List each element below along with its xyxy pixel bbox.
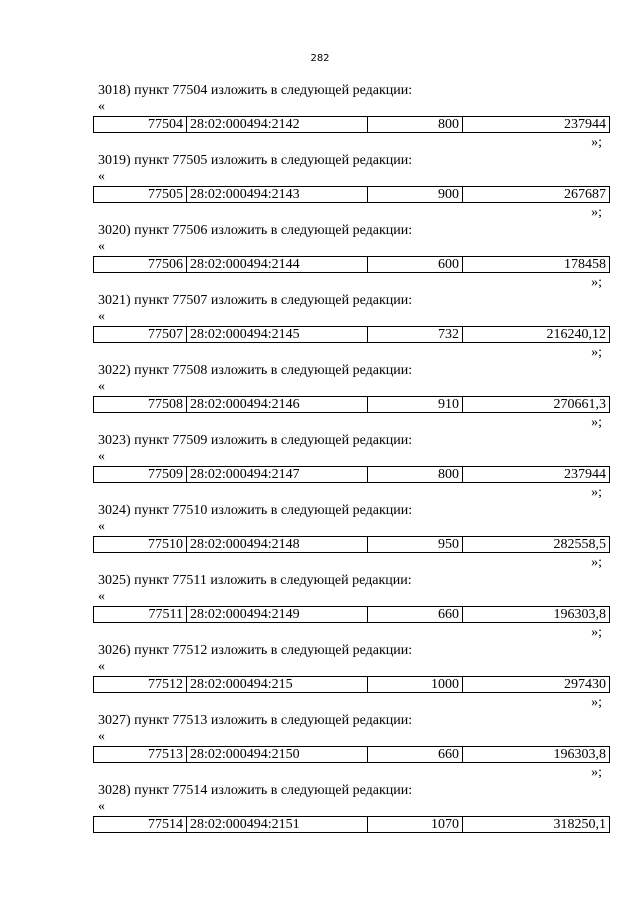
value-cell: 178458: [463, 257, 610, 273]
area-cell: 660: [368, 747, 463, 763]
value-cell: 318250,1: [463, 817, 610, 833]
value-cell: 270661,3: [463, 397, 610, 413]
value-cell: 237944: [463, 117, 610, 133]
table-row: [93, 326, 610, 343]
item-number-cell: 77504: [94, 117, 187, 133]
cadastral-number-cell: 28:02:000494:2146: [187, 397, 368, 413]
area-cell: 800: [368, 117, 463, 133]
open-quote: «: [98, 659, 105, 674]
open-quote: «: [98, 799, 105, 814]
open-quote: «: [98, 239, 105, 254]
cadastral-number-cell: 28:02:000494:2148: [187, 537, 368, 553]
amendment-heading: 3021) пункт 77507 изложить в следующей редакции:: [98, 293, 413, 308]
cadastral-number-cell: 28:02:000494:215: [187, 677, 368, 693]
close-quote: »;: [591, 345, 602, 360]
document-body: [93, 82, 611, 852]
table-row: [93, 186, 610, 203]
amendment-heading: 3018) пункт 77504 изложить в следующей редакции:: [98, 83, 413, 98]
amendment-heading: 3023) пункт 77509 изложить в следующей редакции:: [98, 433, 413, 448]
amendment-item: [93, 222, 611, 292]
open-quote: «: [98, 379, 105, 394]
close-quote: »;: [591, 485, 602, 500]
close-quote: »;: [591, 415, 602, 430]
amendment-heading: 3027) пункт 77513 изложить в следующей редакции:: [98, 713, 413, 728]
close-quote: »;: [591, 205, 602, 220]
table-row: [93, 606, 610, 623]
value-cell: 237944: [463, 467, 610, 483]
amendment-item: [93, 782, 611, 852]
area-cell: 950: [368, 537, 463, 553]
open-quote: «: [98, 309, 105, 324]
table-row: [93, 746, 610, 763]
amendment-heading: 3019) пункт 77505 изложить в следующей редакции:: [98, 153, 413, 168]
value-cell: 196303,8: [463, 607, 610, 623]
table-row: [93, 256, 610, 273]
value-cell: 297430: [463, 677, 610, 693]
amendment-item: [93, 82, 611, 152]
amendment-item: [93, 572, 611, 642]
item-number-cell: 77510: [94, 537, 187, 553]
item-number-cell: 77513: [94, 747, 187, 763]
item-number-cell: 77511: [94, 607, 187, 623]
item-number-cell: 77505: [94, 187, 187, 203]
item-number-cell: 77514: [94, 817, 187, 833]
amendment-item: [93, 502, 611, 572]
value-cell: 216240,12: [463, 327, 610, 343]
table-row: [93, 816, 610, 833]
close-quote: »;: [591, 275, 602, 290]
area-cell: 910: [368, 397, 463, 413]
amendment-item: [93, 362, 611, 432]
area-cell: 1000: [368, 677, 463, 693]
amendment-item: [93, 152, 611, 222]
table-row: [93, 536, 610, 553]
table-row: [93, 676, 610, 693]
item-number-cell: 77508: [94, 397, 187, 413]
page-number: 282: [310, 53, 330, 64]
table-row: [93, 116, 610, 133]
cadastral-number-cell: 28:02:000494:2150: [187, 747, 368, 763]
value-cell: 282558,5: [463, 537, 610, 553]
amendment-heading: 3028) пункт 77514 изложить в следующей редакции:: [98, 783, 413, 798]
cadastral-number-cell: 28:02:000494:2147: [187, 467, 368, 483]
amendment-heading: 3026) пункт 77512 изложить в следующей редакции:: [98, 643, 413, 658]
area-cell: 1070: [368, 817, 463, 833]
item-number-cell: 77512: [94, 677, 187, 693]
item-number-cell: 77507: [94, 327, 187, 343]
open-quote: «: [98, 589, 105, 604]
close-quote: »;: [591, 555, 602, 570]
open-quote: «: [98, 449, 105, 464]
amendment-heading: 3025) пункт 77511 изложить в следующей редакции:: [98, 573, 412, 588]
amendment-heading: 3022) пункт 77508 изложить в следующей редакции:: [98, 363, 413, 378]
close-quote: »;: [591, 625, 602, 640]
open-quote: «: [98, 169, 105, 184]
amendment-heading: 3024) пункт 77510 изложить в следующей редакции:: [98, 503, 413, 518]
cadastral-number-cell: 28:02:000494:2145: [187, 327, 368, 343]
cadastral-number-cell: 28:02:000494:2149: [187, 607, 368, 623]
close-quote: »;: [591, 135, 602, 150]
close-quote: »;: [591, 765, 602, 780]
open-quote: «: [98, 729, 105, 744]
item-number-cell: 77506: [94, 257, 187, 273]
table-row: [93, 396, 610, 413]
table-row: [93, 466, 610, 483]
value-cell: 267687: [463, 187, 610, 203]
cadastral-number-cell: 28:02:000494:2144: [187, 257, 368, 273]
amendment-item: [93, 712, 611, 782]
area-cell: 732: [368, 327, 463, 343]
close-quote: »;: [591, 695, 602, 710]
area-cell: 600: [368, 257, 463, 273]
cadastral-number-cell: 28:02:000494:2142: [187, 117, 368, 133]
area-cell: 800: [368, 467, 463, 483]
area-cell: 660: [368, 607, 463, 623]
open-quote: «: [98, 99, 105, 114]
amendment-item: [93, 292, 611, 362]
item-number-cell: 77509: [94, 467, 187, 483]
cadastral-number-cell: 28:02:000494:2143: [187, 187, 368, 203]
value-cell: 196303,8: [463, 747, 610, 763]
cadastral-number-cell: 28:02:000494:2151: [187, 817, 368, 833]
area-cell: 900: [368, 187, 463, 203]
amendment-item: [93, 432, 611, 502]
open-quote: «: [98, 519, 105, 534]
amendment-item: [93, 642, 611, 712]
amendment-heading: 3020) пункт 77506 изложить в следующей редакции:: [98, 223, 413, 238]
